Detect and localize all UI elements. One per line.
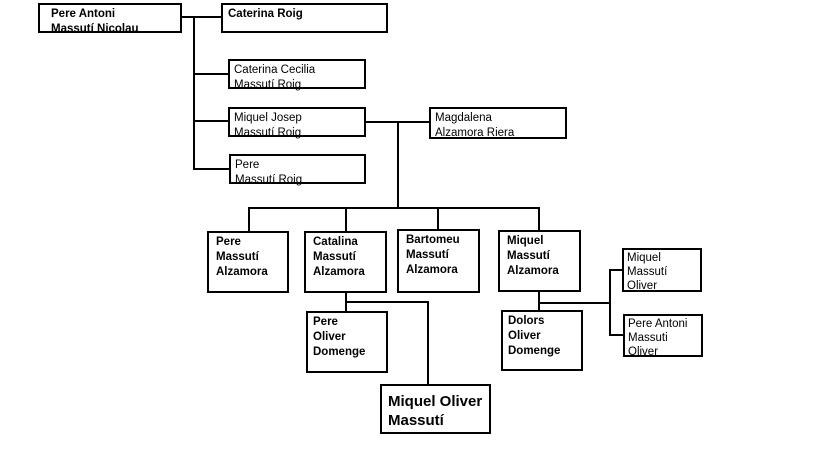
name-line: Massutí — [216, 251, 259, 263]
connector-sibling-line-oliver — [609, 269, 611, 336]
name-line: Pere Antoni — [628, 318, 688, 330]
name-line: Oliver — [313, 331, 346, 343]
name-line: Massutí Nicolau — [51, 23, 139, 35]
person-box-pere-massuti-alzamora — [207, 231, 289, 293]
person-box-miquel-oliver-massuti — [380, 384, 491, 434]
connector-sibling-line-alzamora — [248, 207, 540, 209]
name-line: Massutí Roig — [234, 79, 302, 91]
name-line: Miquel Josep — [234, 112, 302, 124]
name-line: Caterina Cecilia — [234, 64, 316, 76]
connector-branch-catalina-alzamora — [345, 207, 347, 231]
person-box-miquel-massuti-alzamora — [498, 230, 581, 292]
name-line: Caterina Roig — [228, 8, 303, 20]
connector-branch-pere-alzamora — [248, 207, 250, 231]
name-line: Massutí — [406, 249, 449, 261]
name-line: Alzamora Riera — [435, 127, 515, 139]
connector-marriage-nicolau-roig — [182, 16, 221, 18]
name-line: Dolors — [508, 315, 545, 327]
person-box-dolors-oliver-domenge — [501, 310, 583, 371]
person-box-miquel-josep-massuti-roig — [228, 107, 366, 137]
name-line: Massuti — [628, 332, 668, 344]
connector-branch-bartomeu-alzamora — [437, 207, 439, 229]
name-line: Alzamora — [406, 264, 458, 276]
name-line: Massutí — [388, 412, 444, 429]
connector-branch-pere-massuti-roig — [193, 168, 229, 170]
person-box-magdalena-alzamora-riera — [429, 107, 567, 139]
name-line: Pere — [313, 316, 338, 328]
person-box-caterina-cecilia-massuti-roig — [228, 59, 366, 89]
name-line: Oliver — [508, 330, 541, 342]
name-line: Alzamora — [507, 265, 559, 277]
connector-branch-miquel-josep — [193, 120, 228, 122]
name-line: Oliver — [628, 346, 659, 358]
connector-branch-miquel-alzamora — [538, 207, 540, 230]
connector-marriage-miquel-dolors — [538, 302, 611, 304]
name-line: Alzamora — [216, 266, 268, 278]
name-line: Massutí Roig — [234, 127, 302, 139]
person-box-miquel-massuti-oliver — [622, 248, 702, 292]
name-line: Miquel Oliver — [388, 393, 483, 410]
person-box-catalina-massuti-alzamora — [304, 231, 387, 293]
connector-branch-miquel-oliver — [609, 269, 622, 271]
name-line: Domenge — [313, 346, 366, 358]
name-line: Massutí — [507, 250, 550, 262]
connector-descent-miquel-alzamora — [538, 292, 540, 310]
name-line: Domenge — [508, 345, 561, 357]
name-line: Miquel — [507, 235, 544, 247]
connector-branch-pere-antoni-oliver — [609, 334, 623, 336]
person-box-pere-antoni-massuti-oliver — [623, 314, 703, 357]
name-line: Massutí — [313, 251, 356, 263]
connector-descent-miquel-oliver-massuti — [427, 301, 429, 384]
name-line: Miquel — [627, 252, 661, 264]
name-line: Pere — [216, 236, 241, 248]
connector-descent-spine-nicolau-children — [193, 16, 195, 170]
name-line: Massutí Roig — [235, 174, 303, 186]
name-line: Catalina — [313, 236, 358, 248]
name-line: Magdalena — [435, 112, 492, 124]
person-box-bartomeu-massuti-alzamora — [397, 229, 480, 293]
person-box-pere-antoni-massuti-nicolau — [38, 3, 182, 33]
person-box-pere-massuti-roig — [229, 154, 366, 184]
connector-marriage-catalina-pere-oliver — [345, 301, 429, 303]
name-line: Massutí — [627, 266, 668, 278]
person-box-pere-oliver-domenge — [306, 311, 388, 373]
name-line: Alzamora — [313, 266, 365, 278]
name-line: Bartomeu — [406, 234, 460, 246]
name-line: Pere Antoni — [51, 8, 116, 20]
connector-branch-caterina-cecilia — [193, 73, 228, 75]
person-box-caterina-roig — [221, 3, 388, 33]
connector-descent-josep-children — [397, 121, 399, 208]
name-line: Pere — [235, 159, 260, 171]
name-line: Oliver — [627, 280, 658, 292]
